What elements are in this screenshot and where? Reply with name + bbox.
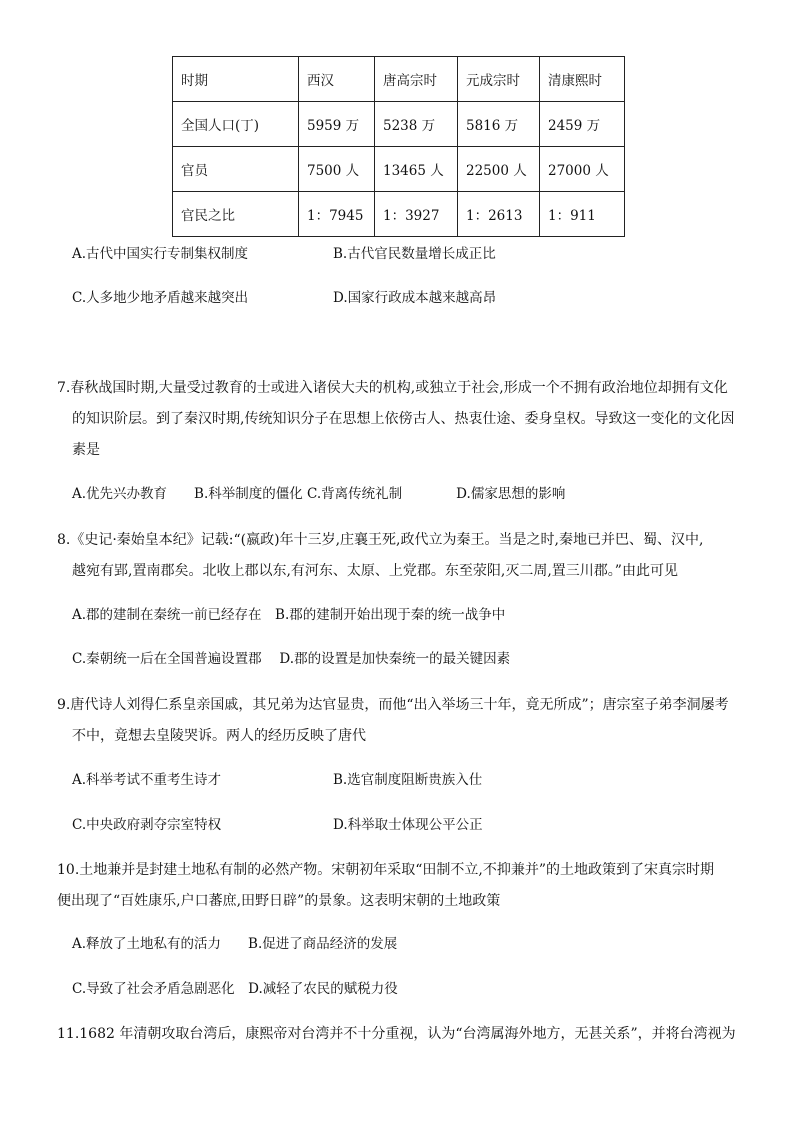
q11-stem-line1: 11.1682 年清朝攻取台湾后，康熙帝对台湾并不十分重视，认为“台湾属海外地方，无甚关系”，并将台湾视为 [57,1026,736,1042]
table-cell: 27000 人 [540,147,625,192]
q6-option-c: C.人多地少地矛盾越来越突出 [72,290,249,306]
table-cell: 1：7945 [299,192,375,237]
q8-stem-line2: 越宛有郢,置南郡矣。北收上郡以东,有河东、太原、上党郡。东至荥阳,灭二周,置三川郡。”由此可见 [72,563,678,579]
q6-option-b: B.古代官民数量增长成正比 [333,246,496,262]
q10-options-line2: C.导致了社会矛盾急剧恶化 D.减轻了农民的赋税力役 [72,981,398,997]
q10-options-line1: A.释放了土地私有的活力 B.促进了商品经济的发展 [72,936,398,952]
table-cell: 官民之比 [173,192,299,237]
q9-option-b: B.选官制度阻断贵族入仕 [333,772,483,788]
q7-stem-line1: 7.春秋战国时期,大量受过教育的士或进入诸侯大夫的机构,或独立于社会,形成一个不拥有政治地位却拥有文化 [57,380,728,396]
q9-stem-line2: 不中，竟想去皇陵哭诉。两人的经历反映了唐代 [72,728,366,744]
q9-option-a: A.科举考试不重考生诗才 [72,772,222,788]
table-row [173,192,625,237]
q7-stem-line2: 的知识阶层。到了秦汉时期,传统知识分子在思想上依傍古人、热衷仕途、委身皇权。导致这一变化的文化因 [72,411,735,427]
q7-options: A.优先兴办教育 B.科举制度的僵化 C.背离传统礼制 D.儒家思想的影响 [72,486,566,502]
table-cell: 2459 万 [540,102,625,147]
q9-stem-line1: 9.唐代诗人刘得仁系皇亲国戚，其兄弟为达官显贵，而他“出入举场三十年，竟无所成”；唐宗室子弟李洞屡考 [57,697,729,713]
table-cell: 5959 万 [299,102,375,147]
table-row [173,102,625,147]
q10-stem-line2: 便出现了“百姓康乐,户口蕃庶,田野日辟”的景象。这表明宋朝的土地政策 [57,893,501,909]
table-cell: 时期 [173,57,299,102]
table-cell: 5238 万 [375,102,458,147]
table-cell: 全国人口(丁) [173,102,299,147]
population-officials-table [172,56,625,237]
q6-option-d: D.国家行政成本越来越高昂 [333,290,497,306]
table-row [173,57,625,102]
table-cell: 22500 人 [458,147,540,192]
table-cell: 13465 人 [375,147,458,192]
table-cell: 1：911 [540,192,625,237]
table-cell: 7500 人 [299,147,375,192]
q9-option-c: C.中央政府剥夺宗室特权 [72,817,222,833]
q8-options-line1: A.郡的建制在秦统一前已经存在 B.郡的建制开始出现于秦的统一战争中 [72,607,506,623]
table-row [173,147,625,192]
table-cell: 1：3927 [375,192,458,237]
table-cell: 1：2613 [458,192,540,237]
table-cell: 唐高宗时 [375,57,458,102]
table-cell: 官员 [173,147,299,192]
table-cell: 西汉 [299,57,375,102]
q6-option-a: A.古代中国实行专制集权制度 [72,246,249,262]
q9-option-d: D.科举取士体现公平公正 [333,817,483,833]
q7-stem-line3: 素是 [72,442,100,458]
q10-stem-line1: 10.土地兼并是封建土地私有制的必然产物。宋朝初年采取“田制不立,不抑兼并”的土地政策到了宋真宗时期 [57,862,715,878]
table-cell: 元成宗时 [458,57,540,102]
table-cell: 5816 万 [458,102,540,147]
q8-stem-line1: 8.《史记·秦始皇本纪》记载:“(嬴政)年十三岁,庄襄王死,政代立为秦王。当是之时,秦地已并巴、蜀、汉中, [57,532,704,548]
q8-options-line2: C.秦朝统一后在全国普遍设置郡 D.郡的设置是加快秦统一的最关键因素 [72,651,511,667]
table-cell: 清康熙时 [540,57,625,102]
